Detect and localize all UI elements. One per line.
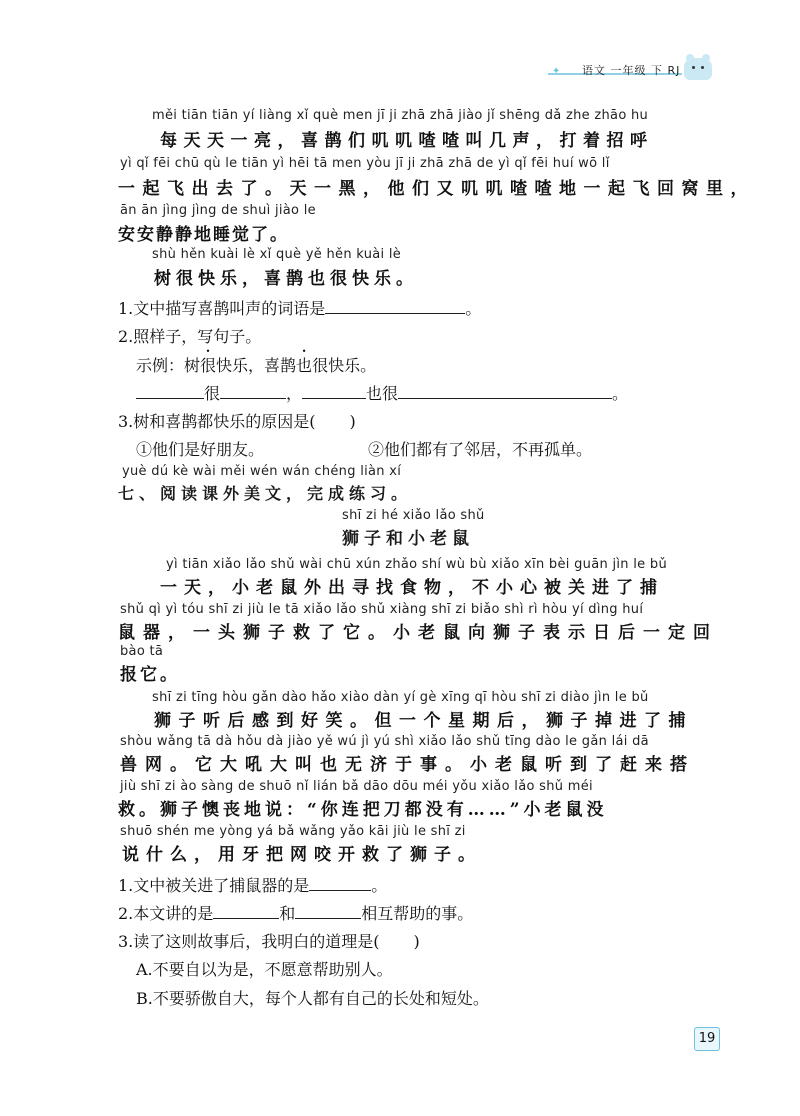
question-2: 2.照样子，写句子。 xyxy=(118,327,262,346)
text-line: 狮子听后感到好笑。但一个星期后，狮子掉进了捕 xyxy=(154,711,693,731)
text-line: 每天天一亮，喜鹊们叽叽喳喳叫几声，打着招呼 xyxy=(160,131,654,151)
pinyin-line: bào tā xyxy=(120,644,164,659)
answer-blank[interactable] xyxy=(136,384,204,399)
pinyin-line: shòu wǎng tā dà hǒu dà jiào yě wú jì yú shì xiǎo lǎo shǔ tīng dào le gǎn lái dā xyxy=(120,734,649,749)
option-a: A.不要自以为是，不愿意帮助别人。 xyxy=(136,960,393,979)
text-line: 鼠器，一头狮子救了它。小老鼠向狮子表示日后一定回 xyxy=(118,623,718,643)
question-3: 3.树和喜鹊都快乐的原因是( ) xyxy=(118,412,356,431)
fill-sentence: 很 ， 也很 。 xyxy=(136,381,628,404)
header-subject: 语文 一年级 下 RJ xyxy=(582,64,681,77)
star-icon: ✦ xyxy=(552,66,561,77)
answer-blank[interactable] xyxy=(295,904,361,919)
text-line: 报它。 xyxy=(120,665,180,685)
section-pinyin: yuè dú kè wài měi wén wán chéng liàn xí xyxy=(122,464,402,479)
pinyin-line: yì tiān xiǎo lǎo shǔ wài chū xún zhǎo shí wù bù xiǎo xīn bèi guān jìn le bǔ xyxy=(166,557,667,572)
pinyin-line: yì qǐ fēi chū qù le tiān yì hēi tā men yòu jī ji zhā zhā de yì qǐ fēi huí wō lǐ xyxy=(120,156,610,171)
emphasis-hen: 很 xyxy=(200,356,217,375)
option-2: ②他们都有了邻居，不再孤单。 xyxy=(368,440,593,459)
pinyin-line: jiù shī zi ào sàng de shuō nǐ lián bǎ dāo dōu méi yǒu xiǎo lǎo shǔ méi xyxy=(120,779,593,794)
answer-blank[interactable] xyxy=(213,904,279,919)
pinyin-line: měi tiān tiān yí liàng xǐ què men jī ji zhā zhā jiào jǐ shēng dǎ zhe zhāo hu xyxy=(152,108,649,123)
story-title-pinyin: shī zi hé xiǎo lǎo shǔ xyxy=(342,508,485,523)
answer-blank[interactable] xyxy=(309,876,371,891)
pinyin-line: shī zi tīng hòu gǎn dào hǎo xiào dàn yí gè xīng qī hòu shī zi diào jìn le bǔ xyxy=(152,690,649,705)
text-line: 兽网。它大吼大叫也无济于事。小老鼠听到了赶来搭 xyxy=(120,755,695,775)
example-sentence: 示例：树很快乐，喜鹊也很快乐。 xyxy=(136,356,377,375)
question-1: 1.文中描写喜鹊叫声的词语是 。 xyxy=(118,299,482,318)
text-line: 说什么，用牙把网咬开救了狮子。 xyxy=(122,845,482,865)
question-2: 2.本文讲的是 和 相互帮助的事。 xyxy=(118,904,474,923)
question-3: 3.读了这则故事后，我明白的道理是( ) xyxy=(118,932,420,951)
question-1: 1.文中被关进了捕鼠器的是 。 xyxy=(118,876,388,895)
answer-blank[interactable] xyxy=(220,384,286,399)
option-1: ①他们是好朋友。 xyxy=(136,440,265,459)
answer-blank[interactable] xyxy=(398,384,612,399)
text-line: 一天，小老鼠外出寻找食物，不小心被关进了捕 xyxy=(160,578,664,598)
pinyin-line: ān ān jìng jìng de shuì jiào le xyxy=(120,203,316,218)
emphasis-ye: 也 xyxy=(296,356,313,375)
bear-mascot-icon xyxy=(684,58,712,80)
page-number: 19 xyxy=(694,1027,720,1051)
text-line: 安安静静地睡觉了。 xyxy=(118,225,289,245)
section-title: 七、阅读课外美文，完成练习。 xyxy=(118,484,413,503)
pinyin-line: shuō shén me yòng yá bǎ wǎng yǎo kāi jiù le shī zi xyxy=(120,824,466,839)
text-line: 树很快乐，喜鹊也很快乐。 xyxy=(154,269,418,289)
answer-blank[interactable] xyxy=(325,299,465,314)
text-line: 救。狮子懊丧地说：“你连把刀都没有……”小老鼠没 xyxy=(118,800,608,820)
option-b: B.不要骄傲自大，每个人都有自己的长处和短处。 xyxy=(136,989,489,1008)
story-title: 狮子和小老鼠 xyxy=(342,529,474,549)
text-line: 一起飞出去了。天一黑，他们又叽叽喳喳地一起飞回窝里， xyxy=(118,179,755,199)
answer-blank[interactable] xyxy=(302,384,366,399)
pinyin-line: shǔ qì yì tóu shī zi jiù le tā xiǎo lǎo shǔ xiàng shī zi biǎo shì rì hòu yí dìng huí xyxy=(120,602,644,617)
pinyin-line: shù hěn kuài lè xǐ què yě hěn kuài lè xyxy=(152,247,402,262)
